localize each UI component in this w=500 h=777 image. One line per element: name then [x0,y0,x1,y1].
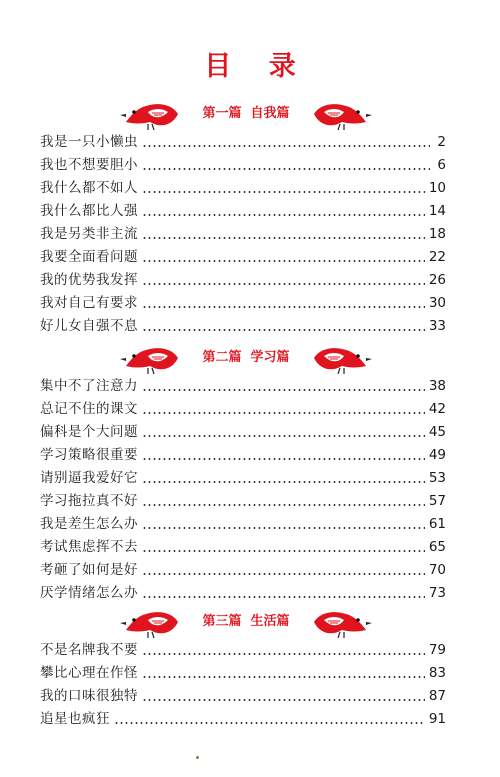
toc-entry[interactable] [40,640,446,660]
leader-dots [142,191,425,193]
decorative-dot [196,756,199,759]
page-number: 91 [428,711,446,727]
entry-title: 我是另类非主流 [40,226,138,242]
leader-dots [142,481,425,483]
entry-title: 学习策略很重要 [40,447,138,463]
toc-entry[interactable] [40,491,446,511]
red-bird-icon [310,342,372,374]
entry-title: 我是差生怎么办 [40,516,138,532]
page-number: 26 [428,272,446,288]
leader-dots [114,722,425,724]
entry-title: 我的口味很独特 [40,688,138,704]
toc-entry[interactable] [40,270,446,290]
page-number: 2 [437,134,446,150]
entry-title: 我是一只小懒虫 [40,134,138,150]
toc-entry[interactable] [40,686,446,706]
page-number: 61 [428,516,446,532]
page-number: 49 [428,447,446,463]
toc-entry[interactable] [40,155,446,175]
leader-dots [142,168,430,170]
page-number: 22 [428,249,446,265]
toc-entry[interactable] [40,316,446,336]
leader-dots [142,435,425,437]
toc-entry[interactable] [40,132,446,152]
page-number: 18 [428,226,446,242]
entry-title: 追星也疯狂 [40,711,110,727]
entry-title: 偏科是个大问题 [40,424,138,440]
entry-title: 我要全面看问题 [40,249,138,265]
section-header-study [0,340,500,376]
page-number: 53 [428,470,446,486]
entry-title: 不是名牌我不要 [40,642,138,658]
entry-title: 我的优势我发挥 [40,272,138,288]
page-number: 33 [428,318,446,334]
toc-entry[interactable] [40,422,446,442]
leader-dots [142,458,425,460]
red-bird-icon [310,98,372,130]
entry-title: 我也不想要胆小 [40,157,138,173]
entry-title: 好儿女自强不息 [40,318,138,334]
entry-title: 考砸了如何是好 [40,562,138,578]
toc-entry[interactable] [40,293,446,313]
toc-entry[interactable] [40,514,446,534]
toc-entry[interactable] [40,537,446,557]
entry-title: 我对自己有要求 [40,295,138,311]
red-bird-icon [120,342,182,374]
leader-dots [142,389,425,391]
red-bird-icon [120,606,182,638]
entry-title: 请别逼我爱好它 [40,470,138,486]
entry-title: 攀比心理在作怪 [40,665,138,681]
leader-dots [142,306,425,308]
page-number: 79 [428,642,446,658]
leader-dots [142,237,425,239]
section-title: 第三篇 生活篇 [202,614,290,629]
page-number: 38 [428,378,446,394]
leader-dots [142,504,425,506]
page-number: 87 [428,688,446,704]
page-number: 14 [428,203,446,219]
leader-dots [142,550,425,552]
page-title: 目 录 [204,51,310,82]
entry-title: 我什么都不如人 [40,180,138,196]
leader-dots [142,329,425,331]
red-bird-icon [310,606,372,638]
red-bird-icon [120,98,182,130]
leader-dots [142,676,425,678]
entry-title: 考试焦虑挥不去 [40,539,138,555]
toc-entry[interactable] [40,224,446,244]
leader-dots [142,573,425,575]
toc-entry[interactable] [40,376,446,396]
page-number: 83 [428,665,446,681]
toc-entry[interactable] [40,663,446,683]
page-number: 10 [428,180,446,196]
toc-entry[interactable] [40,247,446,267]
toc-entry[interactable] [40,709,446,729]
page-number: 65 [428,539,446,555]
page-number: 6 [437,157,446,173]
leader-dots [142,596,425,598]
page-number: 70 [428,562,446,578]
leader-dots [142,283,425,285]
toc-entry[interactable] [40,468,446,488]
leader-dots [142,699,425,701]
leader-dots [142,653,425,655]
section-title: 第一篇 自我篇 [202,106,290,121]
page-number: 42 [428,401,446,417]
toc-entry[interactable] [40,399,446,419]
page-number: 73 [428,585,446,601]
section-header-life [0,604,500,640]
entry-title: 我什么都比人强 [40,203,138,219]
toc-entry[interactable] [40,560,446,580]
entry-title: 厌学情绪怎么办 [40,585,138,601]
leader-dots [142,145,430,147]
section-header-self [0,96,500,132]
toc-entry[interactable] [40,178,446,198]
entry-title: 集中不了注意力 [40,378,138,394]
page-number: 57 [428,493,446,509]
leader-dots [142,412,425,414]
section-title: 第二篇 学习篇 [202,350,290,365]
leader-dots [142,214,425,216]
toc-entry[interactable] [40,201,446,221]
toc-entry[interactable] [40,583,446,603]
entry-title: 学习拖拉真不好 [40,493,138,509]
leader-dots [142,260,425,262]
leader-dots [142,527,425,529]
page-number: 30 [428,295,446,311]
entry-title: 总记不住的课文 [40,401,138,417]
page-number: 45 [428,424,446,440]
toc-entry[interactable] [40,445,446,465]
